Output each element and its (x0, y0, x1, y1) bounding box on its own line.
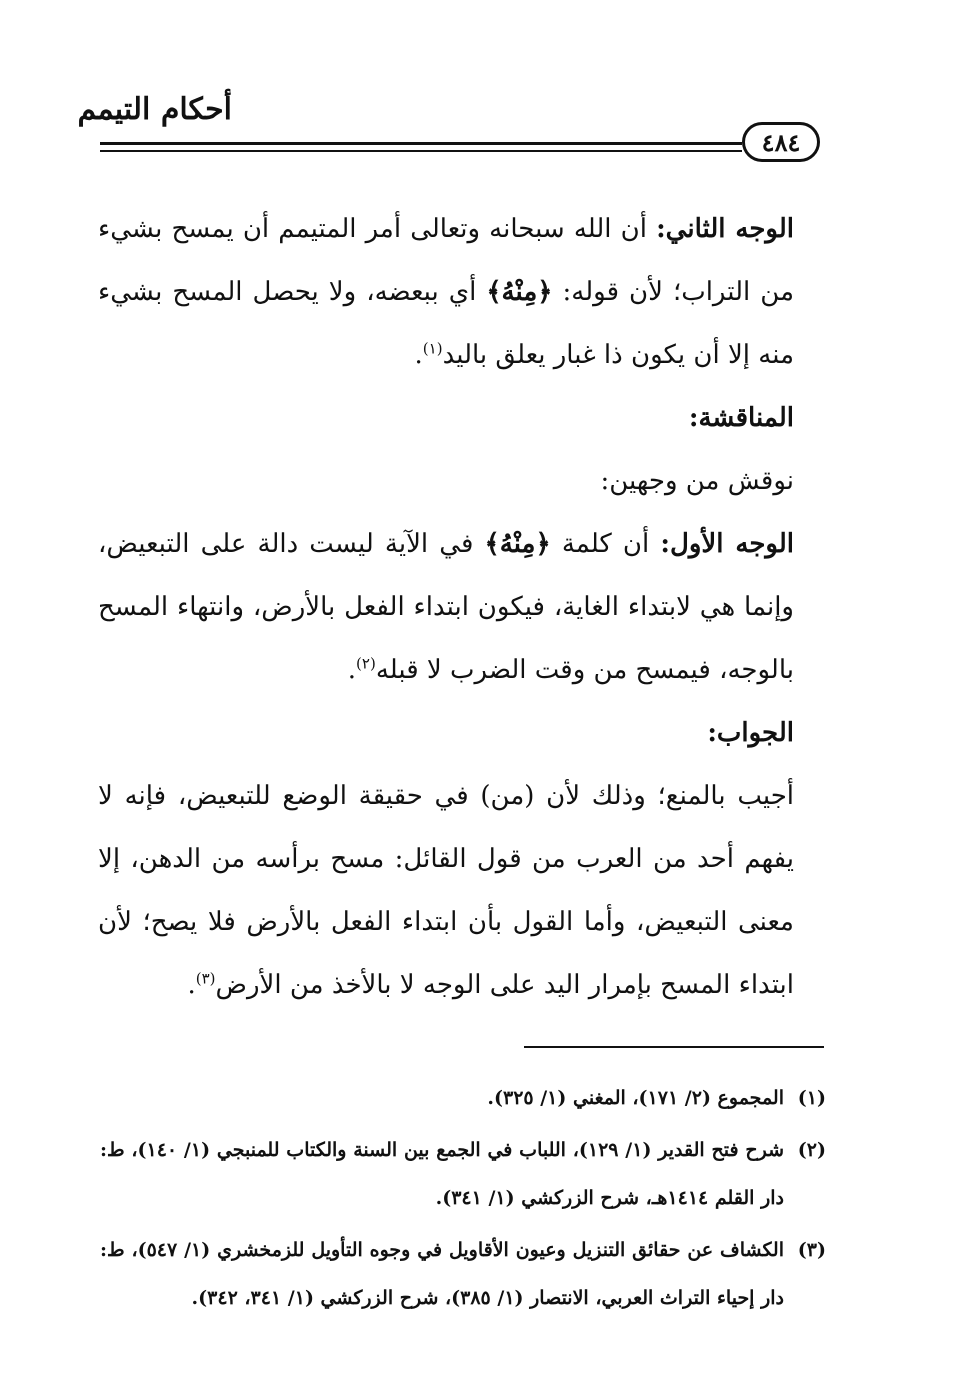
paragraph-text: أي ببعضه، ولا يحصل المسح بشيء منه إلا أن يكون ذا غبار يعلق باليد (98, 277, 794, 370)
footnote-number: (٢) (797, 1139, 826, 1161)
paragraph-text: أن كلمة (550, 529, 661, 559)
footnote-text: شرح فتح القدير (١/ ١٢٩)، اللباب في الجمع بين السنة والكتاب للمنبجي (١/ ١٤٠)، ط: دار القلم ١٤١٤هـ، شرح الزركشي (١/ ٣٤١). (100, 1139, 784, 1209)
footnote-ref[interactable]: (٢) (356, 654, 376, 673)
footnote-ref[interactable]: (٣) (195, 969, 216, 988)
sentence-end: . (347, 655, 357, 685)
footnote (100, 1074, 826, 1122)
paragraph-lead: الوجه الثاني: (656, 214, 794, 244)
page-number-badge (742, 122, 820, 162)
paragraph-first-aspect (98, 513, 794, 702)
page-number: ٤٨٤ (761, 127, 801, 157)
footnote-text: المجموع (٢/ ١٧١)، المغني (١/ ٣٢٥). (487, 1087, 784, 1109)
sentence-end: . (187, 970, 196, 1000)
header-rule-thin (100, 150, 742, 152)
main-text (98, 198, 794, 1017)
sentence-end: . (414, 340, 423, 370)
footnote-number: (١) (797, 1087, 826, 1109)
paragraph-objected: نوقش من وجهين: (600, 466, 794, 496)
footnote-number: (٣) (797, 1239, 826, 1261)
heading-answer: الجواب: (707, 718, 794, 748)
header-rule (100, 142, 742, 145)
running-title: أحكام التيمم (77, 92, 232, 127)
footnote-separator (524, 1046, 824, 1048)
paragraph-answer (98, 765, 794, 1017)
heading-discussion: المناقشة: (688, 403, 794, 433)
paragraph-text: في الآية ليست دالة على التبعيض، وإنما هي لابتداء الغاية، فيكون ابتداء الفعل بالأرض، وانتهاء المسح بالوجه، فيمسح من وقت الضرب لا قبله (98, 529, 794, 685)
paragraph-lead: الوجه الأول: (660, 529, 794, 559)
footnote (100, 1126, 826, 1222)
footnote (100, 1226, 826, 1322)
paragraph-text: أجيب بالمنع؛ وذلك لأن (من) في حقيقة الوضع للتبعيض، فإنه لا يفهم أحد من العرب من قول القائل: مسح برأسه من الدهن، إلا معنى التبعيض، وأما القول بأن ابتداء الفعل بالأرض فلا يصح؛ لأن ابتداء المسح بإمرار اليد على الوجه لا بالأخذ من الأرض (98, 781, 794, 1000)
paragraph-text: أن الله سبحانه وتعالى أمر المتيمم أن يمسح بشيء من التراب؛ لأن قوله: (98, 214, 794, 307)
footnote-ref[interactable]: (١) (422, 339, 443, 358)
paragraph-second-aspect (98, 198, 794, 387)
footnotes (100, 1074, 826, 1326)
footnote-text: الكشاف عن حقائق التنزيل وعيون الأقاويل في وجوه التأويل للزمخشري (١/ ٥٤٧)، ط: دار إحياء التراث العربي، الانتصار (١/ ٣٨٥)، شرح الزركشي (١/ ٣٤١، ٣٤٢). (100, 1239, 785, 1309)
quran-quote: ﴿مِنْهُ﴾ (484, 529, 551, 559)
quran-quote: ﴿مِنْهُ﴾ (486, 277, 553, 307)
